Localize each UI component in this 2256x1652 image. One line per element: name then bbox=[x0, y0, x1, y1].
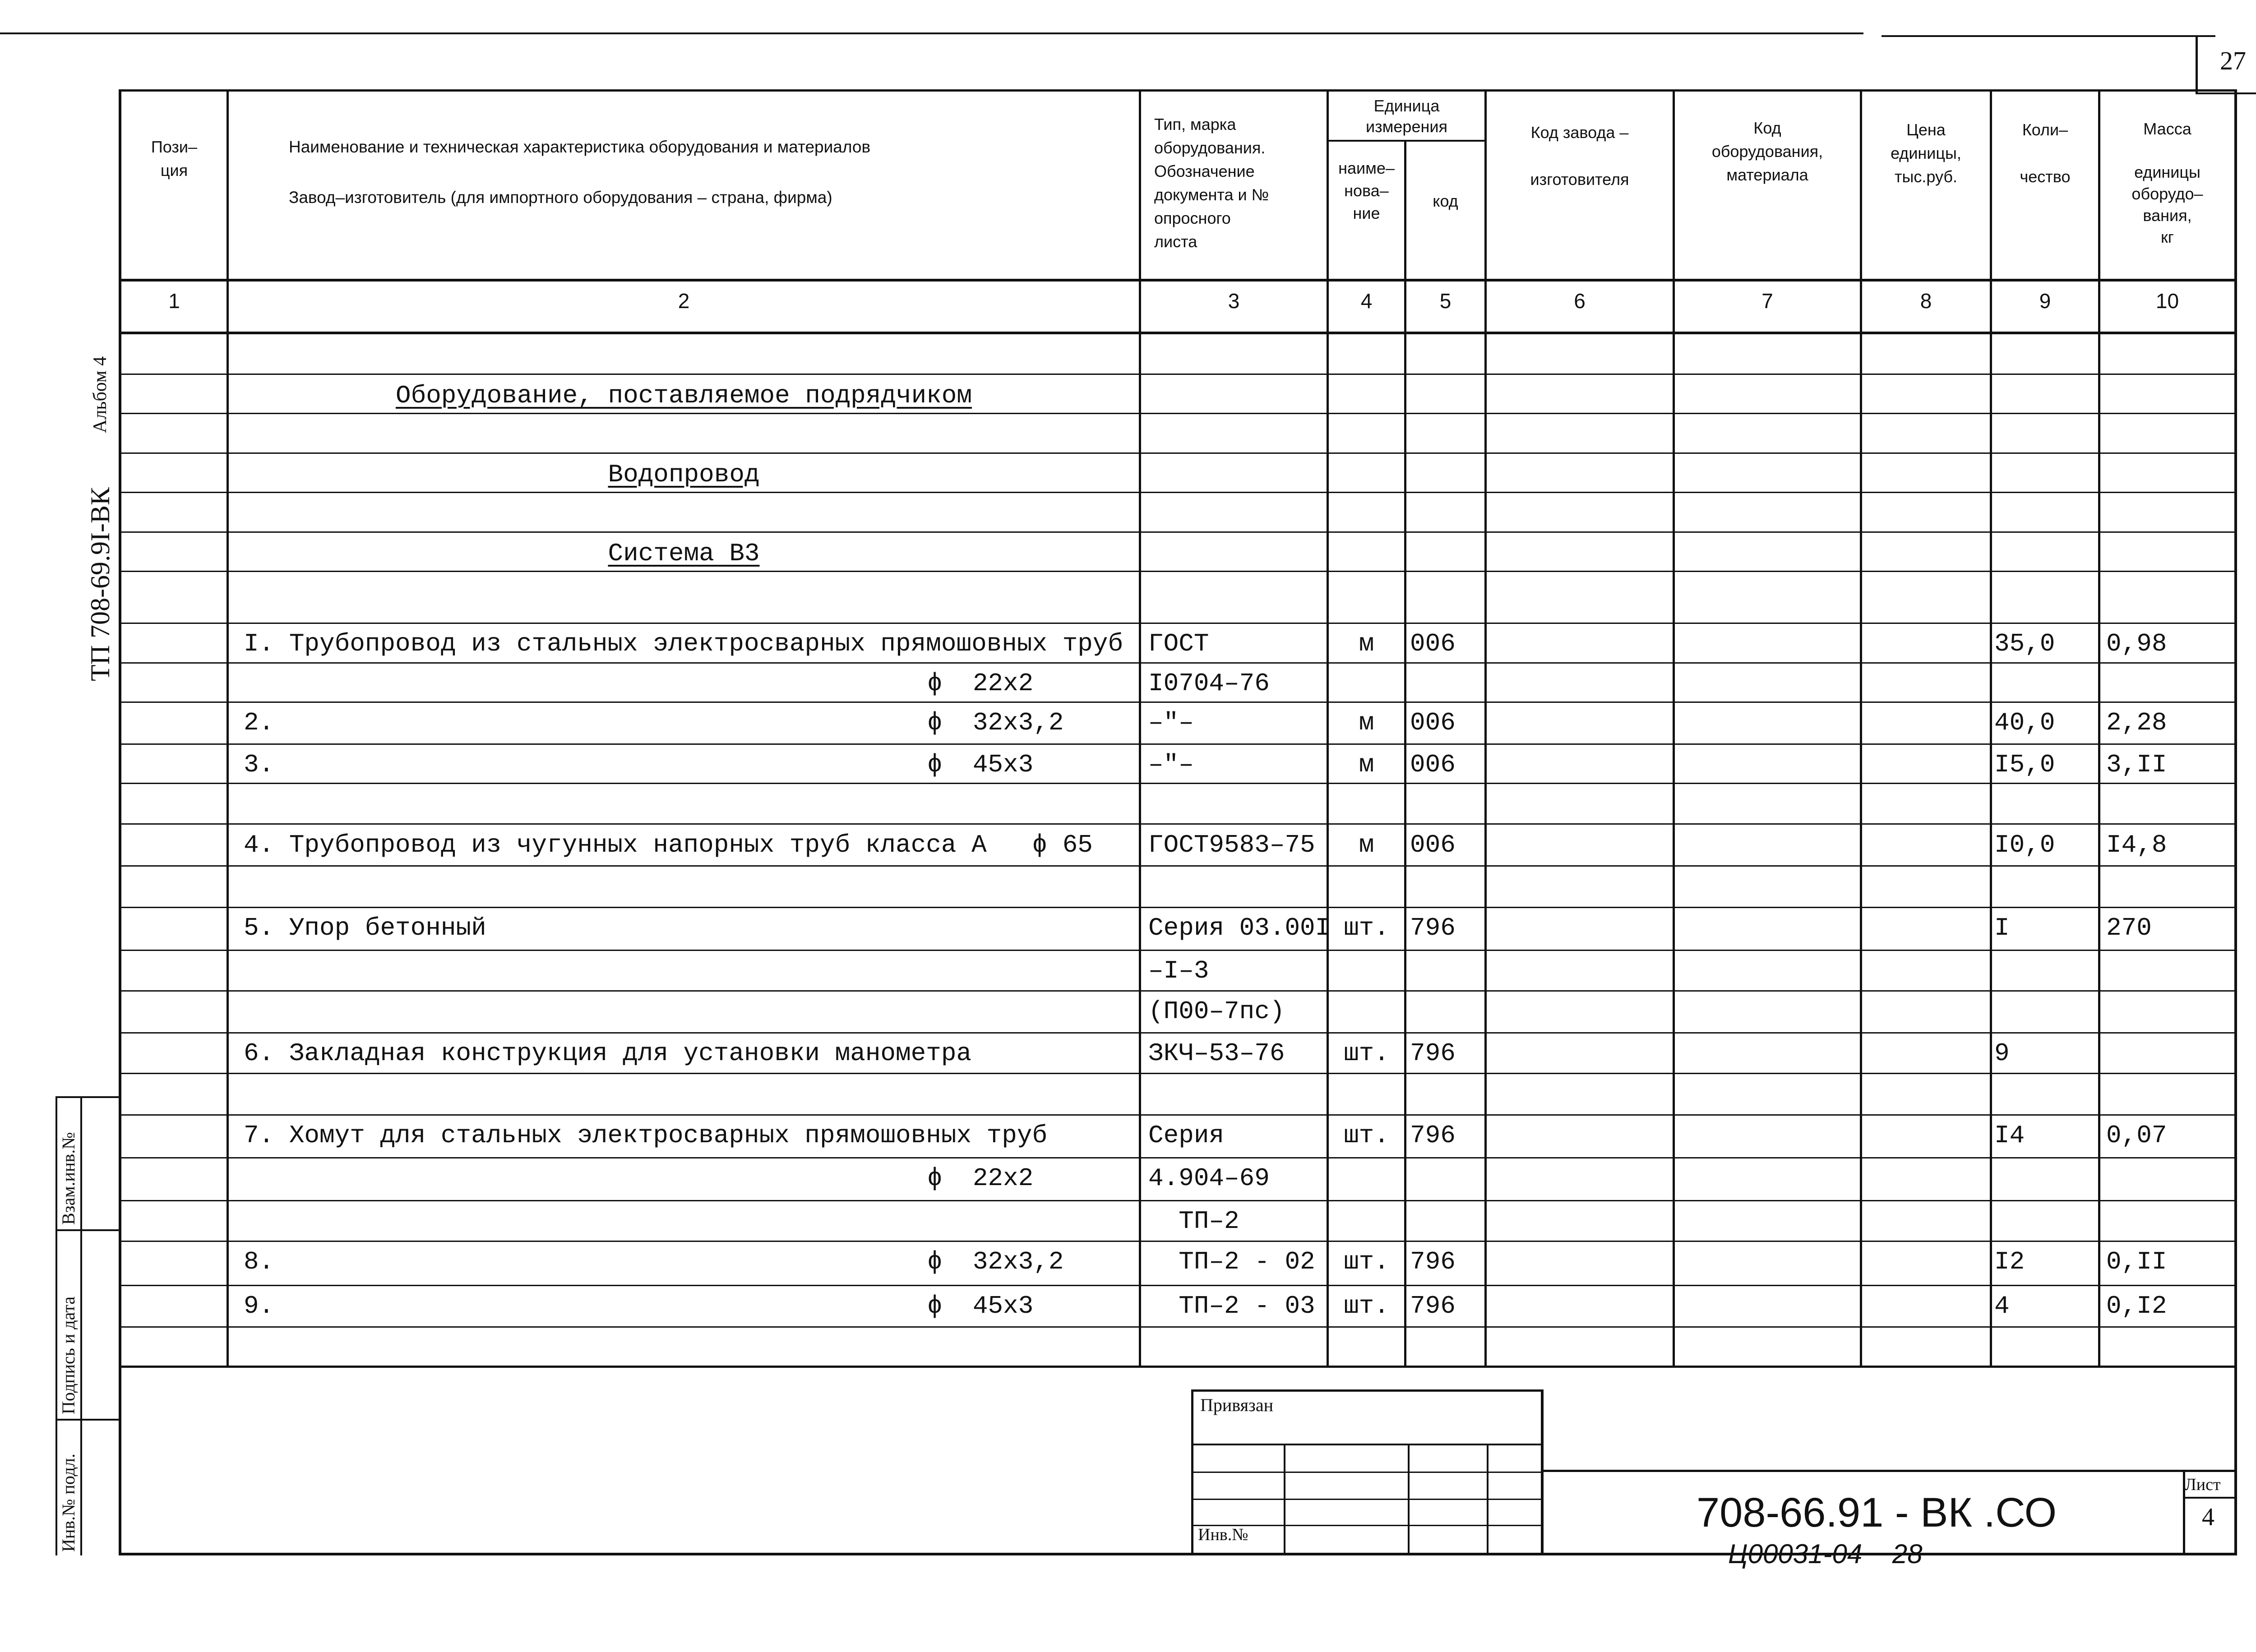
inv-number-label: Инв.№ bbox=[1198, 1525, 1248, 1544]
item-code: 796 bbox=[1410, 914, 1456, 942]
item-quantity: 9 bbox=[1994, 1039, 2010, 1068]
row-line bbox=[119, 1073, 2237, 1074]
item-name: 4. Трубопровод из чугунных напорных труб класса А ϕ 65 bbox=[244, 831, 1093, 859]
item-name: 8. bbox=[244, 1247, 274, 1276]
column-number: 2 bbox=[678, 289, 690, 313]
header-price: Цена единицы, тыс.руб. bbox=[1891, 120, 1961, 186]
corner-box-bottom bbox=[2196, 92, 2256, 94]
side-box-label: Взам.инв.№ bbox=[58, 1132, 79, 1225]
header-name-line2: Завод–изготовитель (для импортного оборудования – страна, фирма) bbox=[289, 188, 832, 207]
row-line bbox=[119, 531, 2237, 533]
item-unit: шт. bbox=[1344, 1121, 1389, 1150]
row-line bbox=[119, 1241, 2237, 1242]
column-number: 9 bbox=[2039, 289, 2051, 313]
title-block-top bbox=[1543, 1470, 2237, 1472]
privyazan-box-col bbox=[1487, 1444, 1489, 1553]
header-quantity: Коли– чество bbox=[2020, 120, 2071, 186]
privyazan-box-line bbox=[1191, 1472, 1543, 1473]
item-unit: шт. bbox=[1344, 1039, 1389, 1068]
item-unit: шт. bbox=[1344, 1292, 1389, 1320]
item-dimension: ϕ 22х2 bbox=[927, 1164, 1034, 1193]
item-type: ЗКЧ–53–76 bbox=[1148, 1039, 1285, 1068]
side-project-code: ТП 708-69.9I-ВК bbox=[85, 487, 115, 681]
item-mass: 0,II bbox=[2106, 1247, 2167, 1276]
item-mass: 0,I2 bbox=[2106, 1292, 2167, 1320]
side-strip-top bbox=[55, 1096, 121, 1098]
item-quantity: 4 bbox=[1994, 1292, 2010, 1320]
item-quantity: 40,0 bbox=[1994, 708, 2055, 737]
row-line bbox=[119, 990, 2237, 992]
header-type: Тип, марка оборудования. Обозначение документа и № опросного листа bbox=[1154, 115, 1269, 251]
side-strip-left bbox=[55, 1096, 57, 1555]
item-mass: 0,07 bbox=[2106, 1121, 2167, 1150]
privyazan-box-line bbox=[1191, 1444, 1543, 1445]
item-unit: шт. bbox=[1344, 914, 1389, 942]
privyazan-box-col bbox=[1408, 1444, 1410, 1553]
row-line bbox=[119, 1326, 2237, 1328]
header-position: Пози– ция bbox=[151, 138, 198, 180]
item-type: I0704–76 bbox=[1148, 669, 1270, 698]
item-mass: 3,II bbox=[2106, 750, 2167, 779]
row-line bbox=[119, 783, 2237, 784]
item-type: –I–3 bbox=[1148, 956, 1209, 985]
column-number: 7 bbox=[1761, 289, 1773, 313]
item-name: 5. Упор бетонный bbox=[244, 914, 486, 942]
item-name: 2. bbox=[244, 708, 274, 737]
unit-header-split bbox=[1327, 140, 1487, 142]
privyazan-box-col bbox=[1284, 1444, 1285, 1553]
item-name: 6. Закладная конструкция для установки манометра bbox=[244, 1039, 972, 1068]
header-equipment-code: Код оборудования, материала bbox=[1711, 119, 1823, 184]
item-dimension: ϕ 45х3 bbox=[927, 750, 1034, 779]
bottom-note: Ц00031-04 28 bbox=[1728, 1539, 1923, 1569]
table-bottom-line bbox=[119, 1366, 2237, 1368]
top-border-line bbox=[0, 32, 1863, 34]
header-factory-code: Код завода – изготовителя bbox=[1530, 123, 1629, 189]
row-line bbox=[119, 950, 2237, 951]
corner-box-left bbox=[2196, 35, 2198, 94]
frame-left bbox=[119, 89, 121, 1555]
row-line bbox=[119, 701, 2237, 703]
item-mass: I4,8 bbox=[2106, 831, 2167, 859]
column-number: 8 bbox=[1920, 289, 1932, 313]
item-code: 796 bbox=[1410, 1121, 1456, 1150]
row-line bbox=[119, 865, 2237, 867]
item-quantity: I2 bbox=[1994, 1247, 2025, 1276]
header-name-line1: Наименование и техническая характеристика оборудования и материалов bbox=[289, 138, 871, 156]
side-strip-div1 bbox=[55, 1229, 121, 1231]
item-unit: м bbox=[1359, 831, 1374, 859]
item-type: ТП–2 - 03 bbox=[1148, 1292, 1315, 1320]
item-name: I. Трубопровод из стальных электросварных прямошовных труб bbox=[244, 629, 1123, 658]
item-code: 796 bbox=[1410, 1039, 1456, 1068]
item-unit: шт. bbox=[1344, 1247, 1389, 1276]
section-title-water-supply: Водопровод bbox=[608, 460, 760, 489]
item-code: 796 bbox=[1410, 1247, 1456, 1276]
item-quantity: 35,0 bbox=[1994, 629, 2055, 658]
frame-right bbox=[2234, 89, 2237, 1555]
column-number: 5 bbox=[1439, 289, 1452, 313]
item-type: ГОСТ bbox=[1148, 629, 1209, 658]
document-code: 708-66.91 - ВК .СО bbox=[1697, 1490, 2057, 1536]
row-line bbox=[119, 413, 2237, 414]
item-type: –"– bbox=[1148, 708, 1194, 737]
item-unit: м bbox=[1359, 708, 1374, 737]
item-type: –"– bbox=[1148, 750, 1194, 779]
item-type: Серия 03.00I bbox=[1148, 914, 1331, 942]
row-line bbox=[119, 823, 2237, 825]
side-album-label: Альбом 4 bbox=[90, 356, 111, 433]
item-quantity: I4 bbox=[1994, 1121, 2025, 1150]
item-unit: м bbox=[1359, 629, 1374, 658]
section-title-system: Система В3 bbox=[608, 539, 760, 568]
item-code: 006 bbox=[1410, 629, 1456, 658]
item-dimension: ϕ 32х3,2 bbox=[927, 708, 1064, 737]
row-line bbox=[119, 662, 2237, 664]
item-mass: 0,98 bbox=[2106, 629, 2167, 658]
frame-top bbox=[119, 89, 2237, 92]
column-number: 3 bbox=[1228, 289, 1240, 313]
side-strip-mid bbox=[80, 1096, 82, 1555]
privyazan-box-line bbox=[1191, 1499, 1543, 1500]
section-title-contractor-equipment: Оборудование, поставляемое подрядчиком bbox=[395, 381, 972, 410]
item-name: 9. bbox=[244, 1292, 274, 1320]
top-border-line-right bbox=[1882, 35, 2215, 37]
row-line bbox=[119, 374, 2237, 375]
item-unit: м bbox=[1359, 750, 1374, 779]
sheet-corner-number: 27 bbox=[2220, 46, 2246, 75]
sheet-number: 4 bbox=[2202, 1503, 2214, 1531]
item-mass: 270 bbox=[2106, 914, 2152, 942]
header-unit-name: наиме– нова– ние bbox=[1338, 159, 1395, 222]
row-line bbox=[119, 571, 2237, 572]
col-line bbox=[1404, 140, 1406, 1367]
header-unit-code: код bbox=[1433, 192, 1458, 210]
row-line bbox=[119, 1114, 2237, 1116]
side-box-label: Подпись и дата bbox=[58, 1296, 79, 1414]
column-number: 6 bbox=[1574, 289, 1586, 313]
item-code: 006 bbox=[1410, 750, 1456, 779]
column-number: 4 bbox=[1360, 289, 1373, 313]
header-unit: Единица измерения bbox=[1366, 97, 1447, 136]
item-dimension: ϕ 32х3,2 bbox=[927, 1247, 1064, 1276]
item-code: 006 bbox=[1410, 708, 1456, 737]
row-line bbox=[119, 1157, 2237, 1158]
column-number: 1 bbox=[168, 289, 180, 313]
row-line bbox=[119, 1285, 2237, 1286]
privyazan-box-left bbox=[1191, 1389, 1193, 1553]
sheet-label: Лист bbox=[2185, 1475, 2221, 1494]
row-line bbox=[119, 492, 2237, 493]
column-number: 10 bbox=[2155, 289, 2179, 313]
side-box-label: Инв.№ подл. bbox=[58, 1454, 79, 1552]
item-dimension: ϕ 22х2 bbox=[927, 669, 1034, 698]
row-line bbox=[119, 452, 2237, 454]
row-line bbox=[119, 623, 2237, 624]
item-dimension: ϕ 45х3 bbox=[927, 1292, 1034, 1320]
row-line bbox=[119, 1032, 2237, 1034]
item-type: Серия bbox=[1148, 1121, 1225, 1150]
item-type: ТП–2 bbox=[1148, 1207, 1239, 1236]
item-type: ГОСТ9583–75 bbox=[1148, 831, 1315, 859]
side-strip-div2 bbox=[55, 1419, 121, 1421]
item-name: 7. Хомут для стальных электросварных прямошовных труб bbox=[244, 1121, 1048, 1150]
item-quantity: I5,0 bbox=[1994, 750, 2055, 779]
item-type: ТП–2 - 02 bbox=[1148, 1247, 1315, 1276]
row-line bbox=[119, 907, 2237, 908]
item-name: 3. bbox=[244, 750, 274, 779]
column-numbers-bottom-line bbox=[119, 332, 2237, 334]
privyazan-label: Привязан bbox=[1200, 1395, 1274, 1415]
item-type: 4.904–69 bbox=[1148, 1164, 1270, 1193]
row-line bbox=[119, 743, 2237, 745]
header-bottom-line bbox=[119, 279, 2237, 281]
item-code: 796 bbox=[1410, 1292, 1456, 1320]
item-quantity: I bbox=[1994, 914, 2010, 942]
row-line bbox=[119, 1200, 2237, 1201]
item-type: (П00–7пс) bbox=[1148, 997, 1285, 1026]
item-code: 006 bbox=[1410, 831, 1456, 859]
item-quantity: I0,0 bbox=[1994, 831, 2055, 859]
header-mass: Масса единицы оборудо– вания, кг bbox=[2131, 120, 2203, 246]
item-mass: 2,28 bbox=[2106, 708, 2167, 737]
